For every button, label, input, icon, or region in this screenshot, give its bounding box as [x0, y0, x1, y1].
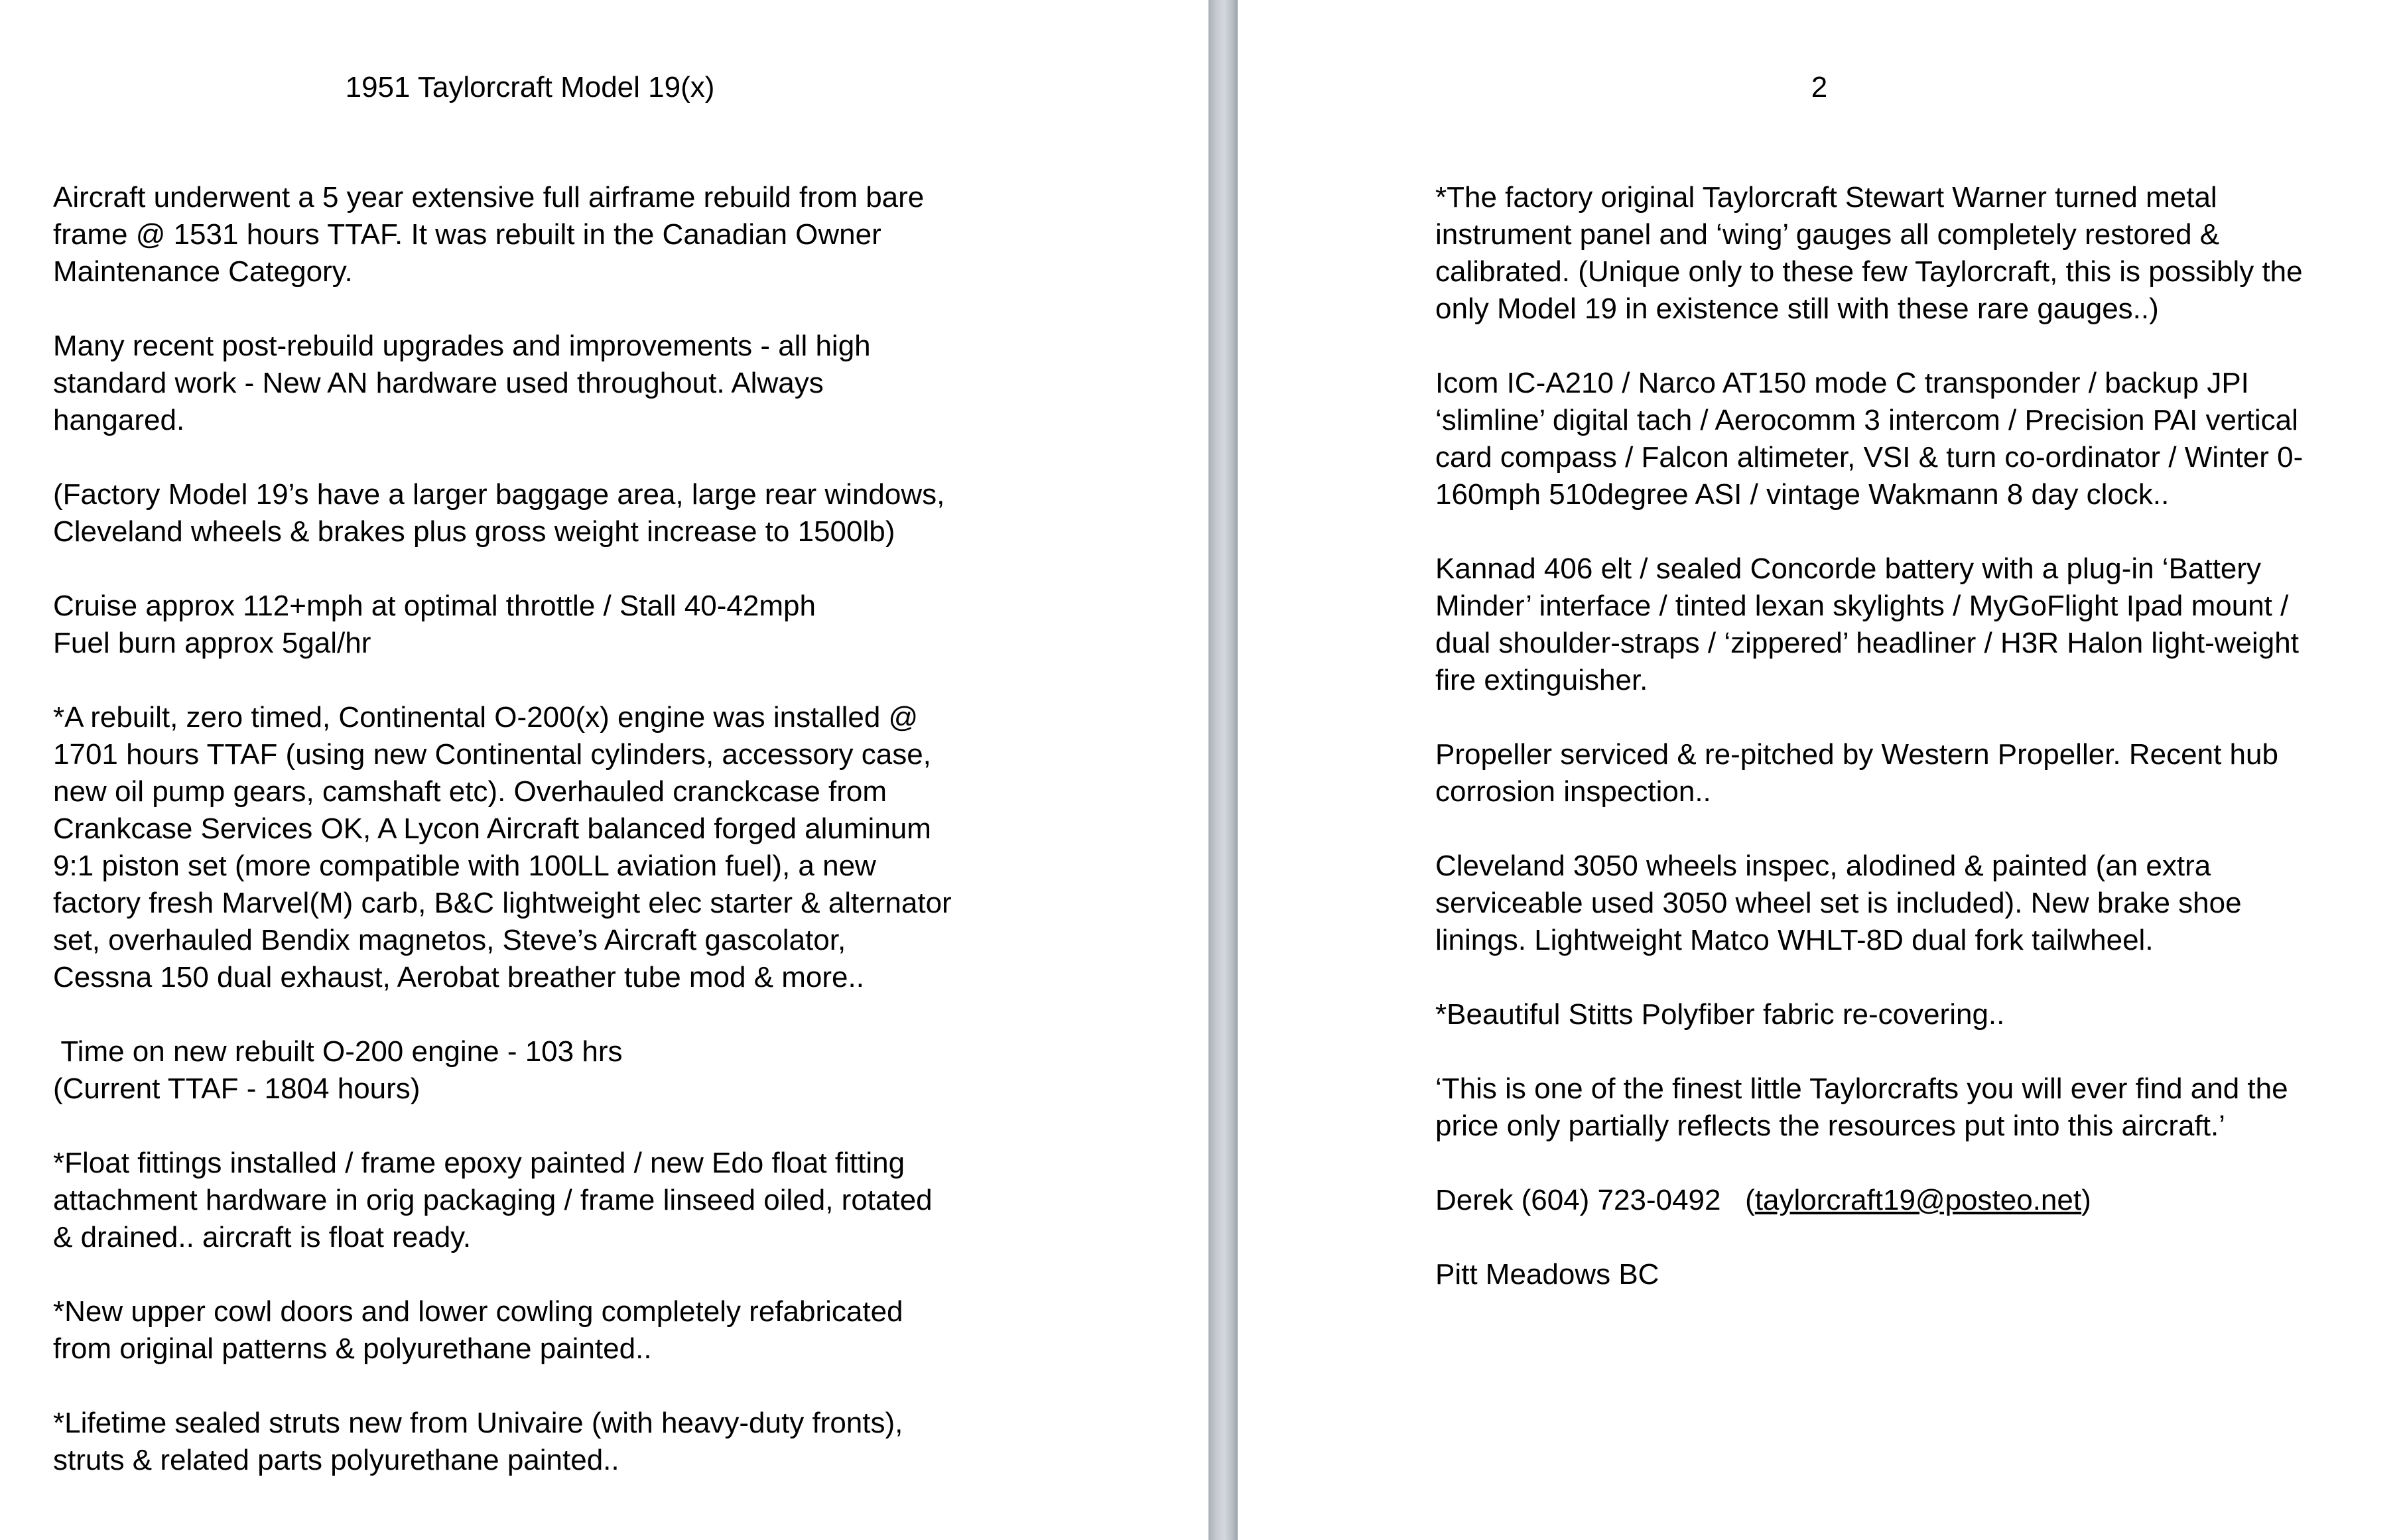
paragraph-performance	[53, 588, 1141, 662]
paragraph-wheels	[1435, 848, 2390, 959]
paragraph-avionics	[1435, 365, 2390, 513]
text-line: Cleveland 3050 wheels inspec, alodined & painted (an extra	[1435, 850, 2211, 882]
contact-open-paren: (	[1720, 1184, 1755, 1216]
text-line: Cessna 150 dual exhaust, Aerobat breather tube mod & more..	[53, 961, 864, 994]
left-page-body	[53, 179, 1141, 1516]
paragraph-engine	[53, 699, 1141, 996]
text-line: new oil pump gears, camshaft etc). Overhauled cranckcase from	[53, 775, 887, 808]
text-line: *Beautiful Stitts Polyfiber fabric re-covering..	[1435, 998, 2005, 1031]
text-line: Kannad 406 elt / sealed Concorde battery with a plug-in ‘Battery	[1435, 552, 2261, 585]
text-line: struts & related parts polyurethane painted..	[53, 1444, 619, 1476]
page-number: 2	[1811, 71, 1828, 103]
paragraph-upgrades	[53, 328, 1141, 439]
text-line: 1701 hours TTAF (using new Continental cylinders, accessory case,	[53, 738, 931, 771]
text-line: price only partially reflects the resources put into this aircraft.’	[1435, 1110, 2225, 1142]
text-line: linings. Lightweight Matco WHLT-8D dual fork tailwheel.	[1435, 924, 2154, 956]
text-line: frame @ 1531 hours TTAF. It was rebuilt in the Canadian Owner	[53, 218, 881, 251]
text-line: from original patterns & polyurethane painted..	[53, 1332, 652, 1365]
paragraph-float-fittings	[53, 1145, 1141, 1256]
text-line: ‘slimline’ digital tach / Aerocomm 3 intercom / Precision PAI vertical	[1435, 404, 2298, 436]
text-line: (Current TTAF - 1804 hours)	[53, 1072, 421, 1105]
document-title: 1951 Taylorcraft Model 19(x)	[345, 71, 715, 103]
text-line: 9:1 piston set (more compatible with 100LL aviation fuel), a new	[53, 850, 876, 882]
text-line: instrument panel and ‘wing’ gauges all completely restored &	[1435, 218, 2220, 251]
paragraph-factory-model	[53, 476, 1141, 550]
text-line: & drained.. aircraft is float ready.	[53, 1221, 472, 1253]
paragraph-fabric	[1435, 996, 2390, 1033]
text-line: attachment hardware in orig packaging / frame linseed oiled, rotated	[53, 1184, 933, 1216]
text-line: set, overhauled Bendix magnetos, Steve’s Aircraft gascolator,	[53, 924, 846, 956]
text-line: serviceable used 3050 wheel set is included). New brake shoe	[1435, 887, 2242, 919]
paragraph-engine-time	[53, 1033, 1141, 1108]
contact-name-phone: Derek (604) 723-0492	[1435, 1184, 1721, 1216]
text-line: Crankcase Services OK, A Lycon Aircraft balanced forged aluminum	[53, 812, 931, 845]
contact-line	[1435, 1182, 2390, 1219]
text-line: *The factory original Taylorcraft Stewart Warner turned metal	[1435, 181, 2217, 214]
text-line: 160mph 510degree ASI / vintage Wakmann 8 day clock..	[1435, 478, 2170, 511]
paragraph-rebuild	[53, 179, 1141, 290]
text-line: only Model 19 in existence still with these rare gauges..)	[1435, 292, 2159, 325]
contact-email-link[interactable]: taylorcraft19@posteo.net	[1754, 1184, 2082, 1216]
location-line	[1435, 1256, 2390, 1293]
location-text: Pitt Meadows BC	[1435, 1258, 1659, 1291]
text-line: Aircraft underwent a 5 year extensive full airframe rebuild from bare	[53, 181, 925, 214]
paragraph-instrument-panel	[1435, 179, 2390, 328]
text-line: Maintenance Category.	[53, 255, 353, 288]
paragraph-equipment	[1435, 550, 2390, 699]
text-line: *Float fittings installed / frame epoxy painted / new Edo float fitting	[53, 1147, 905, 1179]
text-line: factory fresh Marvel(M) carb, B&C lightweight elec starter & alternator	[53, 887, 952, 919]
page-gutter	[1208, 0, 1238, 1540]
text-line: Fuel burn approx 5gal/hr	[53, 627, 371, 659]
text-line: *Lifetime sealed struts new from Univaire (with heavy-duty fronts),	[53, 1407, 903, 1439]
contact-text	[1435, 1182, 2390, 1219]
text-line: *New upper cowl doors and lower cowling completely refabricated	[53, 1295, 903, 1328]
text-line: corrosion inspection..	[1435, 775, 1711, 808]
right-page-body	[1435, 179, 2390, 1330]
text-line: ‘This is one of the finest little Taylorcrafts you will ever find and the	[1435, 1072, 2288, 1105]
paragraph-struts	[53, 1405, 1141, 1479]
text-line: fire extinguisher.	[1435, 664, 1648, 696]
contact-close-paren: )	[2081, 1184, 2091, 1216]
text-line: Many recent post-rebuild upgrades and improvements - all high	[53, 330, 871, 362]
right-page	[1238, 0, 2401, 1540]
text-line: dual shoulder-straps / ‘zippered’ headliner / H3R Halon light-weight	[1435, 627, 2299, 659]
text-line: standard work - New AN hardware used throughout. Always	[53, 367, 824, 399]
text-line: *A rebuilt, zero timed, Continental O-200(x) engine was installed @	[53, 701, 919, 734]
text-line: Cleveland wheels & brakes plus gross weight increase to 1500lb)	[53, 515, 895, 548]
text-line: calibrated. (Unique only to these few Taylorcraft, this is possibly the	[1435, 255, 2303, 288]
text-line: Time on new rebuilt O-200 engine - 103 hrs	[53, 1035, 623, 1068]
text-line: (Factory Model 19’s have a larger baggage area, large rear windows,	[53, 478, 945, 511]
text-line: Cruise approx 112+mph at optimal throttle / Stall 40-42mph	[53, 590, 816, 622]
paragraph-cowling	[53, 1293, 1141, 1368]
text-line: hangared.	[53, 404, 185, 436]
text-line: card compass / Falcon altimeter, VSI & turn co-ordinator / Winter 0-	[1435, 441, 2304, 474]
text-line: Minder’ interface / tinted lexan skylights / MyGoFlight Ipad mount /	[1435, 590, 2289, 622]
text-line: Propeller serviced & re-pitched by Western Propeller. Recent hub	[1435, 738, 2278, 771]
paragraph-propeller	[1435, 736, 2390, 810]
text-line: Icom IC-A210 / Narco AT150 mode C transponder / backup JPI	[1435, 367, 2249, 399]
quote-paragraph	[1435, 1070, 2390, 1145]
